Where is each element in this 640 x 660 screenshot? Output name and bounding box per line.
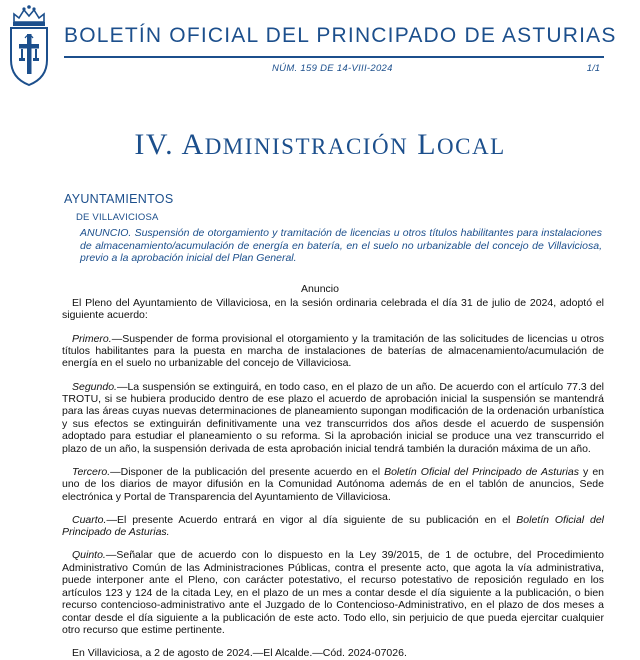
section-word2-initial: L (417, 128, 438, 161)
paragraph-primero (62, 333, 604, 370)
cuarto-text: —El presente Acuerdo entrará en vigor al día siguiente de su publicación en el (106, 513, 517, 526)
section-word1-initial: A (181, 128, 205, 161)
tercero-lead: Tercero. (72, 465, 111, 478)
primero-lead: Primero. (72, 332, 112, 345)
tercero-text-1: —Disponer de la publicación del presente acuerdo en el (110, 465, 385, 478)
cuarto-bopa-ref: Boletín Oficial del Principado de Asturias. (62, 513, 604, 539)
header-rule (64, 56, 604, 58)
asturias-crest-icon (6, 4, 52, 88)
quinto-text: —Señalar que de acuerdo con lo dispuesto en la Ley 39/2015, de 1 de octubre, del Procedimiento Administrativo Común de las Administraciones Públicas, contra el presente acto, que agota la vía administrativa, puede interponer ante el Pleno, con carácter potestativo, el recurso potestativo de reposición regulado en los artículos 123 y 124 de la citada Ley, en el plazo de un mes a contar desde el día siguiente a la publicación, o bien recurso contencioso-administrativo ante el Juzgado de lo Contencioso-Administrativo, en el plazo de dos meses a contar desde el día siguiente a la publicación de este acto. Todo ello, sin perjuicio de que pueda ejercitar cualquier otro recurso que estime pertinente. (62, 549, 604, 636)
page-number: 1/1 (586, 63, 600, 74)
sub-organization: DE VILLAVICIOSA (76, 212, 159, 223)
segundo-text: —La suspensión se extinguirá, en todo caso, en el plazo de un año. De acuerdo con el artículo 77.3 del TROTU, si se hubiera producido dentro de ese plazo el acuerdo de aprobación inicial la suspensión se mantendrá para las áreas cuyas nuevas determinaciones de planeamiento supongan modificación de la ordenación urbanística y sus efectos se extinguirán definitivamente una vez transcurridos dos años desde el acuerdo de suspensión adoptado para estudiar el planeamiento o su reforma. Si la aprobación inicial se produce una vez transcurrido el plazo de un año, la suspensión derivada de esta aprobación inicial tendrá también la duración máxima de un año. (62, 380, 604, 455)
section-word1-rest: DMINISTRACIÓN (204, 134, 409, 159)
paragraph-intro: El Pleno del Ayuntamiento de Villaviciosa, en la sesión ordinaria celebrada el día 31 de julio de 2024, adoptó el siguiente acuerdo: (62, 297, 604, 322)
issue-number: NÚM. 159 DE 14-VIII-2024 (272, 63, 393, 74)
primero-text: —Suspender de forma provisional el otorgamiento y la tramitación de las solicitudes de licencias u otros títulos habilitantes para la puesta en marcha de instalaciones de baterías de almacenamiento/acumulación de energía en el suelo no urbanizable del concejo de Villaviciosa. (62, 332, 604, 370)
tercero-text-2: y en uno de los diarios de mayor difusión en la Comunidad Autónoma además de en el tablón de anuncios, Sede electrónica y Portal de Transparencia del Ayuntamiento de Villaviciosa. (62, 465, 604, 503)
anuncio-heading: Anuncio (301, 283, 339, 295)
paragraph-segundo (62, 381, 604, 455)
cuarto-lead: Cuarto. (72, 513, 107, 526)
section-numeral: IV. (134, 128, 175, 161)
document-body (62, 297, 604, 660)
paragraph-quinto (62, 549, 604, 636)
tercero-bopa-ref: Boletín Oficial del Principado de Asturias (384, 465, 579, 478)
anuncio-summary: ANUNCIO. Suspensión de otorgamiento y tramitación de licencias u otros títulos habilitantes para instalaciones de almacenamiento/acumulación de energía en batería, en el suelo no urbanizable del concejo de Villaviciosa, previo a la aprobación inicial del Plan General. (80, 227, 602, 265)
section-word2-rest: OCAL (437, 134, 506, 159)
paragraph-tercero (62, 466, 604, 503)
segundo-lead: Segundo. (72, 380, 117, 393)
paragraph-cuarto (62, 514, 604, 539)
section-title (0, 128, 640, 162)
publication-title: BOLETÍN OFICIAL DEL PRINCIPADO DE ASTURIAS (64, 24, 617, 47)
paragraph-closing: En Villaviciosa, a 2 de agosto de 2024.—El Alcalde.—Cód. 2024-07026. (72, 647, 407, 660)
organization: AYUNTAMIENTOS (64, 192, 174, 206)
quinto-lead: Quinto. (72, 549, 106, 562)
